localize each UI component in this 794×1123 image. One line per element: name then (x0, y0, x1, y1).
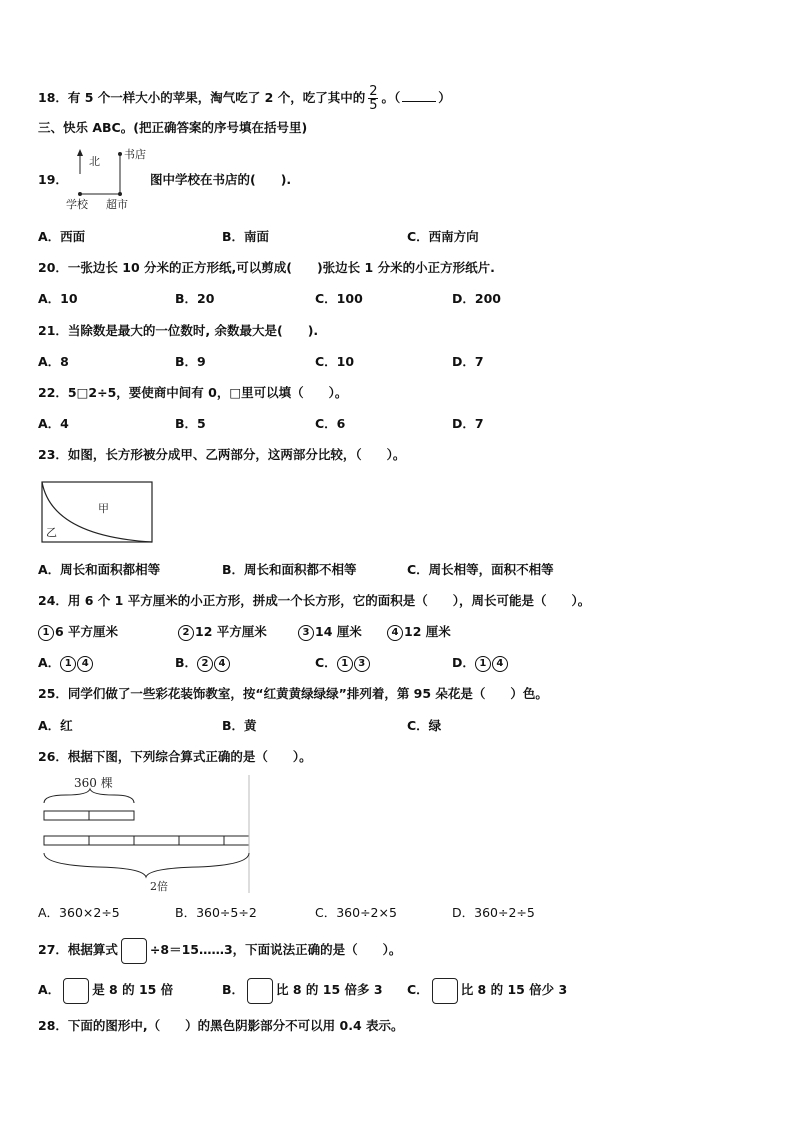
jia-label: 甲 (98, 502, 109, 515)
choice-label: 12 厘米 (404, 624, 451, 639)
q24-option-c[interactable] (315, 655, 371, 672)
north-arrow-head (77, 149, 83, 156)
q19-option-b[interactable]: B．南面 (222, 229, 270, 244)
answer-box (247, 978, 273, 1004)
q18-paren-close: ） (438, 90, 451, 105)
question-27 (38, 937, 401, 964)
circle-number-icon: 4 (214, 656, 230, 672)
circle-number-icon: 3 (298, 625, 314, 641)
option-text: 比 8 的 15 倍少 3 (460, 982, 568, 997)
option-text: 比 8 的 15 倍多 3 (276, 982, 383, 997)
option-letter: C． (315, 655, 337, 670)
answer-blank[interactable] (402, 91, 436, 102)
q19-option-c[interactable]: C．西南方向 (407, 229, 479, 244)
option-letter: B． (175, 655, 198, 670)
bottom-bar-label: 2倍 (150, 880, 168, 893)
q20-option-c[interactable]: C．100 (315, 291, 363, 306)
market-label: 超市 (106, 198, 128, 211)
q18-paren-open: 。（ (381, 90, 401, 105)
circle-number-icon: 4 (492, 656, 508, 672)
question-24: 24．用 6 个 1 平方厘米的小正方形，拼成一个长方形，它的面积是（ ），周长可能是（ ）。 (38, 593, 591, 608)
option-letter: C． (407, 982, 429, 997)
q21-option-a[interactable]: A．8 (38, 354, 69, 369)
school-label: 学校 (66, 198, 88, 211)
q21-option-d[interactable]: D．7 (452, 354, 484, 369)
q26-bar-diagram (38, 773, 253, 895)
school-dot (78, 192, 82, 196)
q19-text: 图中学校在书店的( ). (150, 172, 292, 187)
q23-option-a[interactable]: A．周长和面积都相等 (38, 562, 161, 577)
q27-option-a[interactable] (38, 977, 173, 1004)
q24-choice-4 (387, 624, 451, 641)
option-text: 是 8 的 15 倍 (92, 982, 174, 997)
section-3-title: 三、快乐 ABC。(把正确答案的序号填在括号里) (38, 120, 308, 135)
answer-box (63, 978, 89, 1004)
q19-number: 19． (38, 172, 68, 187)
question-18 (38, 85, 451, 112)
bookstore-dot (118, 152, 122, 156)
option-letter: D． (452, 655, 475, 670)
answer-box[interactable] (121, 938, 147, 964)
dividing-curve (42, 482, 152, 542)
circle-number-icon: 4 (77, 656, 93, 672)
bottom-brace (44, 853, 249, 877)
question-21: 21．当除数是最大的一位数时, 余数最大是( ). (38, 323, 319, 338)
top-bar-label: 360 棵 (74, 776, 113, 790)
q21-option-b[interactable]: B．9 (175, 354, 206, 369)
q19-option-a[interactable]: A．西面 (38, 229, 86, 244)
q22-option-d[interactable]: D．7 (452, 416, 484, 431)
fraction-2-5 (368, 85, 378, 112)
fraction-numerator: 2 (369, 84, 378, 99)
q21-option-c[interactable]: C．10 (315, 354, 355, 369)
circle-number-icon: 1 (38, 625, 54, 641)
q18-text: 18．有 5 个一样大小的苹果，淘气吃了 2 个，吃了其中的 (38, 90, 366, 105)
top-brace (44, 789, 134, 803)
q27-text-pre: 27．根据算式 (38, 942, 118, 957)
q27-option-b[interactable] (222, 977, 383, 1004)
q24-choice-3 (298, 624, 362, 641)
yi-label: 乙 (46, 526, 57, 539)
q19-direction-figure (62, 146, 152, 214)
question-23: 23．如图，长方形被分成甲、乙两部分，这两部分比较，（ ）。 (38, 447, 406, 462)
q26-option-c[interactable]: C．360÷2×5 (315, 905, 397, 920)
question-20: 20．一张边长 10 分米的正方形纸,可以剪成( )张边长 1 分米的小正方形纸片. (38, 260, 495, 275)
choice-label: 6 平方厘米 (55, 624, 119, 639)
q20-option-b[interactable]: B．20 (175, 291, 215, 306)
question-22: 22．5□2÷5，要使商中间有 0，□里可以填（ ）。 (38, 385, 348, 400)
fraction-denominator: 5 (369, 98, 378, 113)
q23-option-c[interactable]: C．周长相等，面积不相等 (407, 562, 554, 577)
circle-number-icon: 1 (60, 656, 76, 672)
q26-option-a[interactable]: A．360×2÷5 (38, 905, 120, 920)
q26-option-b[interactable]: B．360÷5÷2 (175, 905, 257, 920)
q22-option-b[interactable]: B．5 (175, 416, 206, 431)
circle-number-icon: 3 (354, 656, 370, 672)
q25-option-b[interactable]: B．黄 (222, 718, 257, 733)
circle-number-icon: 1 (337, 656, 353, 672)
choice-label: 12 平方厘米 (195, 624, 267, 639)
q23-rectangle-figure (38, 478, 158, 546)
q24-choice-1 (38, 624, 118, 641)
q27-text-post: ÷8＝15……3，下面说法正确的是（ ）。 (149, 942, 402, 957)
q25-option-c[interactable]: C．绿 (407, 718, 442, 733)
q26-option-d[interactable]: D．360÷2÷5 (452, 905, 535, 920)
question-28: 28．下面的图形中,（ ）的黑色阴影部分不可以用 0.4 表示。 (38, 1018, 404, 1033)
q23-option-b[interactable]: B．周长和面积都不相等 (222, 562, 357, 577)
option-letter: B． (222, 982, 245, 997)
circle-number-icon: 1 (475, 656, 491, 672)
market-dot (118, 192, 122, 196)
q22-option-c[interactable]: C．6 (315, 416, 346, 431)
option-letter: A． (38, 982, 61, 997)
circle-number-icon: 4 (387, 625, 403, 641)
question-25: 25．同学们做了一些彩花装饰教室，按“红黄黄绿绿绿”排列着，第 95 朵花是（ ）色。 (38, 686, 548, 701)
north-label: 北 (89, 155, 100, 168)
q25-option-a[interactable]: A．红 (38, 718, 73, 733)
circle-number-icon: 2 (178, 625, 194, 641)
bottom-bar (44, 836, 249, 845)
choice-label: 14 厘米 (315, 624, 362, 639)
q24-option-b[interactable] (175, 655, 231, 672)
option-letter: A． (38, 655, 61, 670)
bookstore-label: 书店 (124, 148, 146, 161)
q20-option-d[interactable]: D．200 (452, 291, 501, 306)
q24-choice-2 (178, 624, 267, 641)
q22-option-a[interactable]: A．4 (38, 416, 69, 431)
q20-option-a[interactable]: A．10 (38, 291, 78, 306)
circle-number-icon: 2 (197, 656, 213, 672)
answer-box (432, 978, 458, 1004)
q27-option-c[interactable] (407, 977, 567, 1004)
q24-option-a[interactable] (38, 655, 94, 672)
q24-option-d[interactable] (452, 655, 509, 672)
question-26: 26．根据下图，下列综合算式正确的是（ ）。 (38, 749, 312, 764)
